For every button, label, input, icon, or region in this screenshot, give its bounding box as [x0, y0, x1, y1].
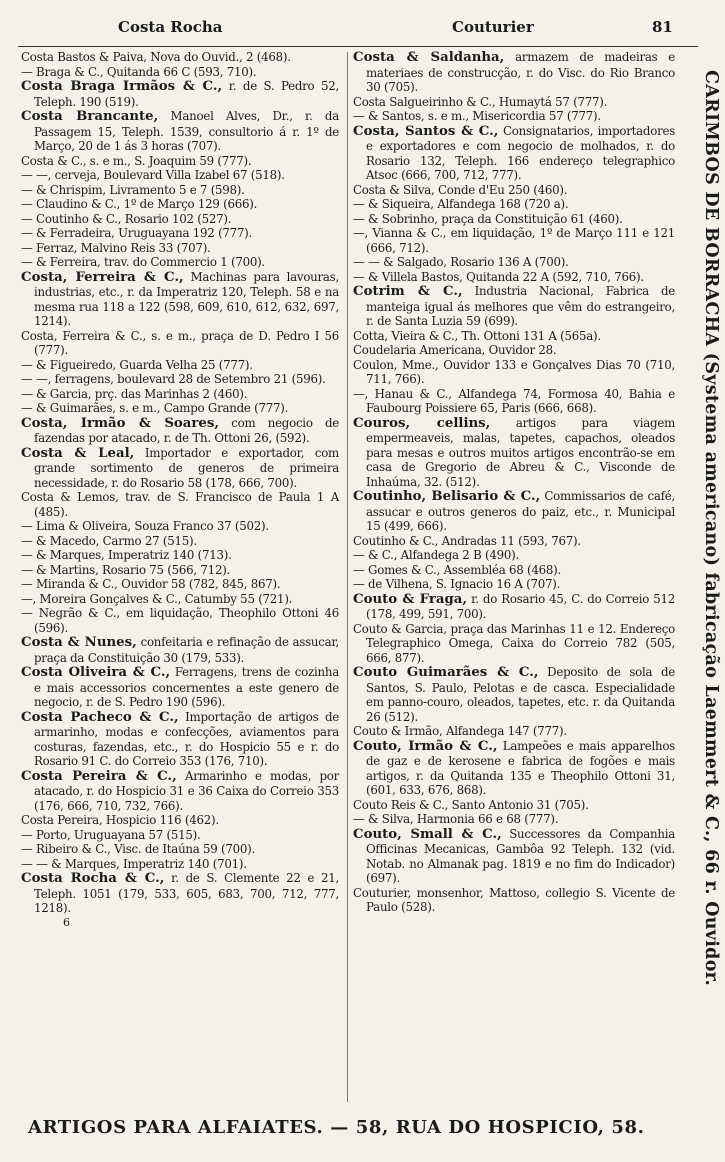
- directory-entry: [21, 50, 339, 65]
- directory-entry: [21, 665, 339, 710]
- directory-entry: [21, 519, 339, 534]
- entry-text: Couto & Irmão, Alfandega 147 (777).: [353, 724, 567, 738]
- directory-entry: [353, 577, 675, 592]
- entry-text: — Ribeiro & C., Visc. de Itaúna 59 (700).: [21, 842, 256, 856]
- entry-text: Costa, Ferreira & C., s. e m., praça de D. Pedro I 56 (777).: [21, 328, 339, 357]
- right-entries: [353, 50, 675, 915]
- directory-entry: [353, 622, 675, 666]
- entry-text: r. de S. Clemente 22 e 21, Teleph. 1051 (179, 533, 605, 683, 700, 712, 777, 1218).: [34, 871, 340, 915]
- directory-entry: [21, 828, 339, 843]
- entry-text: — & Marques, Imperatriz 140 (713).: [21, 548, 232, 562]
- entry-text: Costa & C., s. e m., S. Joaquim 59 (777).: [21, 153, 252, 168]
- directory-entry: [353, 827, 675, 886]
- directory-entry: [21, 372, 339, 387]
- entry-text: Consignatarios, importadores e exportadores e com negocio de molhados, r. do Rosario 132, Teleph. 166 endereço telegraphico Atsoc (666, 700, 712, 777).: [366, 123, 675, 182]
- entry-text: — & Macedo, Carmo 27 (515).: [21, 533, 197, 548]
- entry-name: Costa Rocha & C.,: [21, 871, 165, 886]
- directory-entry: [21, 358, 339, 373]
- entry-text: Coutinho & C., Andradas 11 (593, 767).: [353, 533, 581, 548]
- entry-text: com negocio de fazendas por atacado, r. de Th. Ottoni 26, (592).: [34, 415, 339, 445]
- entry-text: Coudelaria Americana, Ouvidor 28.: [353, 343, 557, 357]
- entry-text: Successores da Companhia Officinas Mecanicas, Gambôa 92 Teleph. 132 (vid. Notab. no Almanak pag. 1819 e no fim do Indicador) (697).: [366, 826, 675, 885]
- directory-entry: [353, 124, 675, 183]
- running-head-left: Costa Rocha: [118, 18, 223, 36]
- entry-name: Costa Pacheco & C.,: [21, 709, 179, 725]
- entry-text: Machinas para lavouras, industrias, etc., r. da Imperatriz 120, Teleph. 58 e na mesma rua 118 a 122 (598, 609, 610, 612, 632, 697, 1214).: [34, 269, 339, 328]
- entry-name: Costa, Irmão & Soares,: [21, 415, 220, 431]
- entry-text: Importação de artigos de armarinho, modas e confecções, aviamentos para costuras, fazendas, etc., r. do Hospicio 55 e r. do Rosario 91 C. do Correio 353 (176, 710).: [34, 709, 339, 768]
- directory-entry: [353, 592, 675, 622]
- entry-text: Costa Salgueirinho & C., Humaytá 57 (777).: [353, 94, 608, 109]
- directory-entry: [21, 79, 339, 109]
- entry-text: — Negrão & C., em liquidação, Theophilo Ottoni 46 (596).: [21, 606, 339, 635]
- directory-entry: [353, 665, 675, 724]
- directory-entry: [21, 577, 339, 592]
- entry-name: Coutinho, Belisario & C.,: [353, 489, 541, 504]
- directory-entry: [353, 95, 675, 110]
- entry-text: — Porto, Uruguayana 57 (515).: [21, 827, 201, 842]
- entry-name: Costa, Santos & C.,: [353, 123, 499, 139]
- entry-text: r. de S. Pedro 52, Teleph. 190 (519).: [34, 79, 339, 109]
- directory-entry: [353, 183, 675, 198]
- directory-entry: [21, 241, 339, 256]
- entry-text: Couturier, monsenhor, Mattoso, collegio S. Vicente de Paulo (528).: [353, 885, 675, 914]
- entry-name: Couto Guimarães & C.,: [353, 665, 539, 680]
- entry-text: — Miranda & C., Ouvidor 58 (782, 845, 867).: [21, 577, 281, 591]
- entry-text: — & Silva, Harmonia 66 e 68 (777).: [353, 812, 559, 826]
- entry-text: — & Siqueira, Alfandega 168 (720 a).: [353, 197, 569, 211]
- directory-entry: [21, 534, 339, 549]
- directory-entry: [353, 212, 675, 227]
- entry-text: Costa & Lemos, trav. de S. Francisco de Paula 1 A (485).: [21, 490, 339, 519]
- directory-entry: [21, 416, 339, 446]
- entry-text: — Gomes & C., Assembléa 68 (468).: [353, 562, 562, 577]
- entry-name: Cotrim & C.,: [353, 284, 463, 299]
- directory-entry: [21, 606, 339, 635]
- entry-text: armazem de madeiras e materiaes de construcção, r. do Visc. do Rio Branco 30 (705).: [366, 50, 675, 94]
- directory-entry: [353, 270, 675, 285]
- entry-name: Costa & Nunes,: [21, 635, 137, 650]
- entry-text: Ferragens, trens de cozinha e mais accessorios concernentes a este genero de negocio, r. de S. Pedro 190 (596).: [34, 665, 339, 709]
- directory-entry: [21, 387, 339, 402]
- entry-text: — —, cerveja, Boulevard Villa Izabel 67 (518).: [21, 168, 285, 182]
- entry-text: — Ferraz, Malvino Reis 33 (707).: [21, 240, 211, 255]
- entry-text: Industria Nacional, Fabrica de manteiga igual ás melhores que vêm do estrangeiro, r. de Santa Luzia 59 (699).: [366, 284, 675, 328]
- entry-text: Commissarios de café, assucar e outros generos do paiz, etc., r. Municipal 15 (499, 666).: [366, 489, 675, 533]
- entry-text: — & Guimarães, s. e m., Campo Grande (777).: [21, 401, 289, 415]
- entry-text: — & Villela Bastos, Quitanda 22 A (592, 710, 766).: [353, 269, 644, 284]
- directory-entry: [21, 197, 339, 212]
- entry-text: — & Figueiredo, Guarda Velha 25 (777).: [21, 357, 253, 372]
- entry-name: Costa & Leal,: [21, 445, 135, 461]
- entry-text: Costa Bastos & Paiva, Nova do Ouvid., 2 (468).: [21, 50, 291, 64]
- directory-entry: [353, 109, 675, 124]
- entry-text: Lampeões e mais apparelhos de gaz e de kerosene e fabrica de fogões e mais artigos, r. da Quitanda 135 e Theophilo Ottoni 31, (601, 633, 676, 868).: [366, 738, 675, 797]
- entry-text: — Lima & Oliveira, Souza Franco 37 (502).: [21, 519, 269, 533]
- directory-entry: [21, 270, 339, 329]
- entry-text: — & Chrispim, Livramento 5 e 7 (598).: [21, 182, 245, 197]
- directory-entry: [353, 739, 675, 798]
- directory-entry: [21, 490, 339, 519]
- directory-entry: [353, 563, 675, 578]
- running-head-center: Couturier: [452, 18, 534, 36]
- entry-name: Costa, Ferreira & C.,: [21, 269, 184, 285]
- directory-entry: [21, 446, 339, 491]
- directory-entry: [21, 109, 339, 154]
- left-signature-number: 6: [63, 915, 70, 929]
- entry-text: Cotta, Vieira & C., Th. Ottoni 131 A (565a).: [353, 328, 601, 343]
- entry-text: —, Hanau & C., Alfandega 74, Formosa 40, Bahia e Faubourg Poissiere 65, Paris (666, 668).: [353, 386, 675, 415]
- entry-text: — Claudino & C., 1º de Março 129 (666).: [21, 197, 258, 211]
- directory-entry: [21, 857, 339, 872]
- entry-text: Coulon, Mme., Ouvidor 133 e Gonçalves Dias 70 (710, 711, 766).: [353, 357, 675, 386]
- left-entries: [21, 50, 339, 916]
- directory-entry: [21, 255, 339, 270]
- directory-entry: [21, 183, 339, 198]
- directory-entry: [353, 255, 675, 270]
- entry-name: Costa Brancante,: [21, 109, 159, 124]
- page-header: [0, 18, 700, 42]
- entry-text: — & Sobrinho, praça da Constituição 61 (460).: [353, 211, 623, 226]
- directory-entry: [353, 724, 675, 739]
- directory-entry: [21, 635, 339, 665]
- directory-entry: [353, 358, 675, 387]
- entry-text: — de Vilhena, S. Ignacio 16 A (707).: [353, 577, 561, 591]
- directory-entry: [353, 534, 675, 549]
- entry-text: —, Moreira Gonçalves & C., Catumby 55 (721).: [21, 591, 293, 606]
- directory-entry: [21, 842, 339, 857]
- directory-entry: [21, 548, 339, 563]
- entry-name: Costa Pereira & C.,: [21, 768, 177, 784]
- directory-entry: [21, 813, 339, 828]
- entry-text: r. do Rosario 45, C. do Correio 512 (178, 499, 591, 700).: [366, 591, 676, 621]
- directory-entry: [353, 489, 675, 534]
- directory-entry: [21, 329, 339, 358]
- entry-name: Couto, Irmão & C.,: [353, 738, 498, 754]
- directory-entry: [353, 50, 675, 95]
- directory-entry: [353, 416, 675, 490]
- entry-text: —, Vianna & C., em liquidação, 1º de Março 111 e 121 (666, 712).: [353, 226, 675, 255]
- directory-entry: [21, 226, 339, 241]
- entry-text: — —, ferragens, boulevard 28 de Setembro 21 (596).: [21, 372, 326, 386]
- directory-entry: [21, 401, 339, 416]
- directory-entry: [353, 812, 675, 827]
- directory-entry: [21, 65, 339, 80]
- entry-text: — & Ferradeira, Uruguayana 192 (777).: [21, 226, 253, 240]
- entry-text: — & C., Alfandega 2 B (490).: [353, 548, 519, 562]
- directory-entry: [353, 226, 675, 255]
- entry-text: — — & Salgado, Rosario 136 A (700).: [353, 255, 569, 269]
- entry-text: artigos para viagem empermeaveis, malas, tapetes, capachos, oleados para mesas e outros muitos artigos encontrão-se em casa de Gregorio de Abreu & C., Visconde de Inhaúma, 32. (512).: [366, 415, 676, 489]
- entry-text: Armarinho e modas, por atacado, r. do Hospicio 31 e 36 Caixa do Correio 353 (176, 666, 710, 732, 766).: [34, 768, 340, 813]
- directory-entry: [21, 871, 339, 916]
- entry-text: Importador e exportador, com grande sortimento de generos de primeira necessidade, r. do Rosario 58 (178, 666, 700).: [34, 445, 339, 490]
- entry-text: — & Ferreira, trav. do Commercio 1 (700).: [21, 255, 265, 269]
- directory-entry: [353, 886, 675, 915]
- entry-text: Costa Pereira, Hospicio 116 (462).: [21, 813, 219, 827]
- entry-text: — Braga & C., Quitanda 66 C (593, 710).: [21, 64, 257, 79]
- entry-text: confeitaria e refinação de assucar, praça da Constituição 30 (179, 533).: [34, 635, 340, 665]
- right-column: [353, 50, 675, 915]
- directory-entry: [21, 592, 339, 607]
- entry-name: Costa Braga Irmãos & C.,: [21, 79, 223, 94]
- side-advertisement: CARIMBOS DE BORRACHA (Systema americano) fabricação Laemmert & C., 66 r. Ouvidor.: [701, 70, 721, 986]
- entry-name: Couto, Small & C.,: [353, 826, 502, 842]
- entry-text: — & Garcia, prç. das Marinhas 2 (460).: [21, 386, 248, 401]
- entry-text: — — & Marques, Imperatriz 140 (701).: [21, 856, 247, 871]
- directory-entry: [21, 710, 339, 769]
- column-divider: [347, 52, 348, 1102]
- page-number: 81: [652, 18, 673, 36]
- entry-name: Costa & Saldanha,: [353, 50, 505, 65]
- directory-entry: [353, 548, 675, 563]
- directory-entry: [21, 168, 339, 183]
- directory-entry: [21, 212, 339, 227]
- header-rule: [18, 46, 698, 47]
- directory-entry: [353, 343, 675, 358]
- entry-name: Costa Oliveira & C.,: [21, 665, 171, 680]
- entry-name: Couros, cellins,: [353, 415, 491, 431]
- entry-text: Couto & Garcia, praça das Marinhas 11 e 12. Endereço Telegraphico Omega, Caixa do Correio 782 (505, 666, 877).: [353, 621, 675, 665]
- directory-entry: [353, 798, 675, 813]
- entry-text: Costa & Silva, Conde d'Eu 250 (460).: [353, 182, 568, 197]
- entry-text: Deposito de sola de Santos, S. Paulo, Pelotas e de casca. Especialidade em panno-couro, oleados, tapetes, etc. r. da Quitanda 26 (512).: [366, 665, 675, 724]
- entry-text: — & Santos, s. e m., Misericordia 57 (777).: [353, 109, 601, 123]
- entry-text: — & Martins, Rosario 75 (566, 712).: [21, 562, 231, 577]
- entry-text: — Coutinho & C., Rosario 102 (527).: [21, 211, 232, 226]
- entry-text: Couto Reis & C., Santo Antonio 31 (705).: [353, 797, 589, 812]
- directory-entry: [21, 769, 339, 814]
- directory-entry: [353, 284, 675, 329]
- directory-entry: [353, 197, 675, 212]
- directory-entry: [21, 563, 339, 578]
- directory-entry: [353, 329, 675, 344]
- footer-advertisement: ARTIGOS PARA ALFAIATES. — 58, RUA DO HOSPICIO, 58.: [28, 1117, 645, 1138]
- entry-name: Couto & Fraga,: [353, 591, 468, 607]
- entry-text: Manoel Alves, Dr., r. da Passagem 15, Teleph. 1539, consultorio á r. 1º de Março, 20 de 1 ás 3 horas (707).: [34, 109, 339, 153]
- left-column: [21, 50, 339, 930]
- directory-entry: [21, 154, 339, 169]
- directory-entry: [353, 387, 675, 416]
